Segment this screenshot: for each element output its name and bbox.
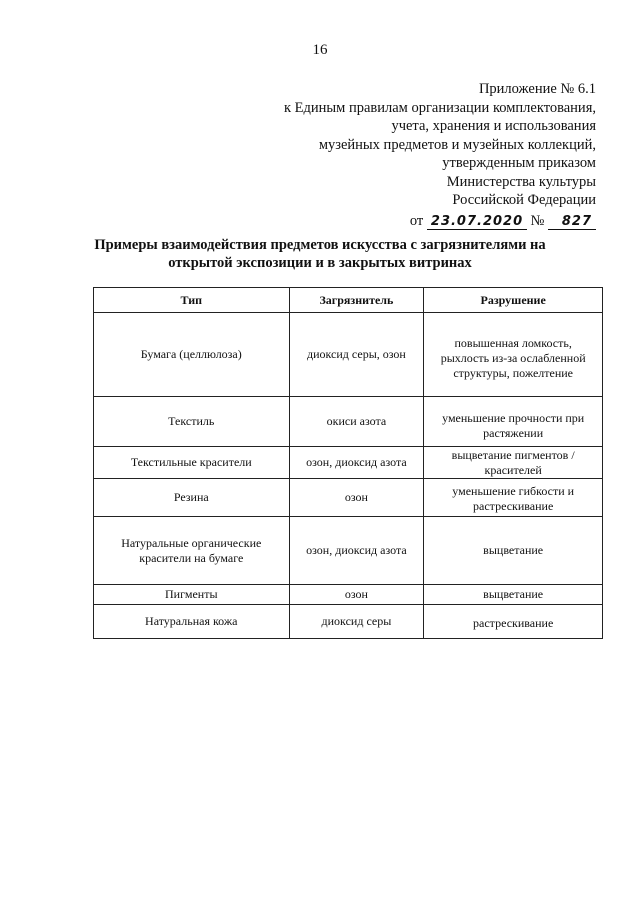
appendix-line: утвержденным приказом — [442, 155, 596, 171]
appendix-header — [196, 80, 596, 230]
cell-pollutant: окиси азота — [289, 397, 424, 447]
cell-pollutant: озон, диоксид азота — [289, 447, 424, 479]
appendix-line: учета, хранения и использования — [391, 118, 596, 134]
cell-damage: выцветание — [424, 585, 603, 605]
table-row — [94, 447, 603, 479]
cell-damage: выцветание — [424, 517, 603, 585]
appendix-line: музейных предметов и музейных коллекций, — [318, 136, 596, 153]
order-date: 23.07.2020 — [427, 215, 527, 230]
cell-pollutant: озон, диоксид азота — [289, 517, 424, 585]
table-row — [94, 479, 603, 517]
table-row — [94, 313, 603, 397]
cell-damage: повышенная ломкость, рыхлость из-за ослабленной структуры, пожелтение — [424, 313, 603, 397]
number-prefix: № — [530, 212, 545, 229]
table-row — [94, 397, 603, 447]
table-row — [94, 517, 603, 585]
cell-type: Натуральная кожа — [94, 605, 290, 639]
cell-pollutant: озон — [289, 479, 424, 517]
table-header-row — [94, 288, 603, 313]
date-prefix: от — [409, 212, 424, 229]
appendix-line: Российской Федерации — [452, 192, 596, 208]
column-header-damage: Разрушение — [424, 288, 603, 313]
cell-damage: уменьшение прочности при растяжении — [424, 397, 603, 447]
cell-damage: выцветание пигментов / красителей — [424, 447, 603, 479]
cell-damage: уменьшение гибкости и растрескивание — [424, 479, 603, 517]
cell-pollutant: озон — [289, 585, 424, 605]
cell-type: Пигменты — [94, 585, 290, 605]
appendix-line: Приложение № 6.1 — [478, 81, 596, 97]
pollutants-table — [93, 287, 603, 639]
cell-type: Натуральные органические красители на бумаге — [94, 517, 290, 585]
column-header-type: Тип — [94, 288, 290, 313]
cell-pollutant: диоксид серы, озон — [289, 313, 424, 397]
cell-pollutant: диоксид серы — [289, 605, 424, 639]
appendix-line: к Единым правилам организации комплектования, — [283, 99, 596, 116]
cell-damage: растрескивание — [424, 605, 603, 639]
column-header-pollutant: Загрязнитель — [289, 288, 424, 313]
page-title — [80, 236, 560, 272]
appendix-line: Министерства культуры — [446, 173, 596, 190]
title-line: Примеры взаимодействия предметов искусства с загрязнителями на — [94, 237, 546, 253]
table-row — [94, 585, 603, 605]
cell-type: Бумага (целлюлоза) — [94, 313, 290, 397]
title-line: открытой экспозиции и в закрытых витринах — [168, 255, 472, 271]
order-number: 827 — [548, 215, 596, 230]
cell-type: Текстиль — [94, 397, 290, 447]
table-row — [94, 605, 603, 639]
order-date-line — [196, 212, 596, 231]
cell-type: Текстильные красители — [94, 447, 290, 479]
page-number: 16 — [312, 42, 328, 58]
cell-type: Резина — [94, 479, 290, 517]
